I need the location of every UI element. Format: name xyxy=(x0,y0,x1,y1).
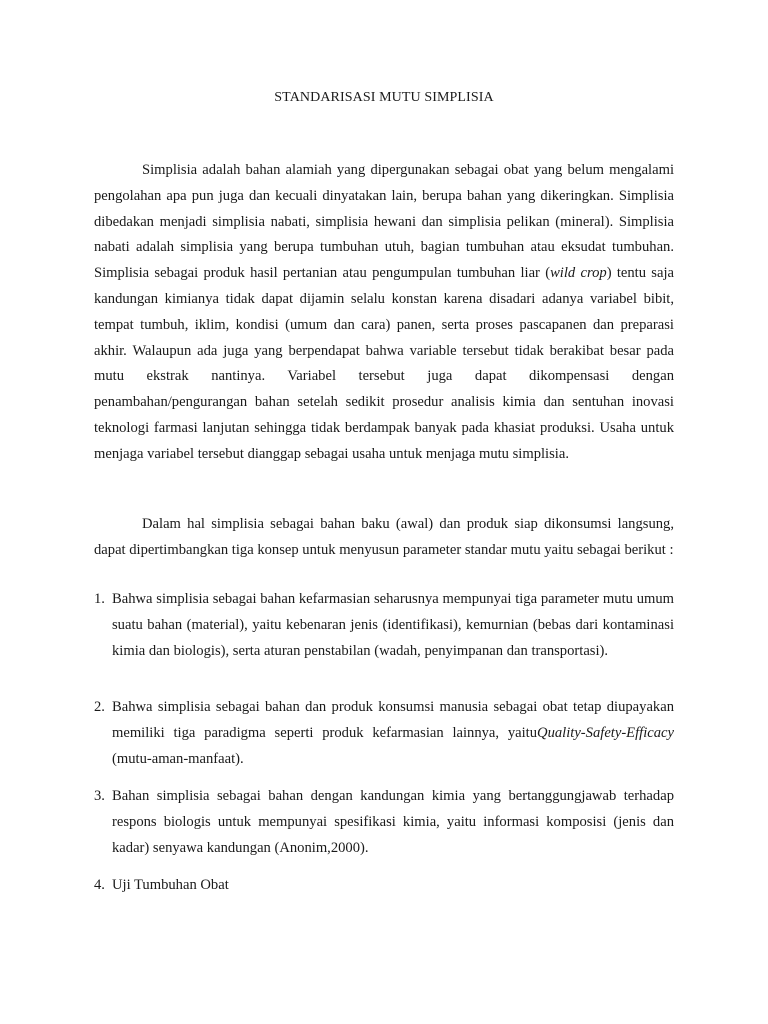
list-item-number: 3. xyxy=(94,788,105,804)
numbered-list xyxy=(94,587,674,664)
paragraph-concepts: Dalam hal simplisia sebagai bahan baku (awal) dan produk siap dikonsumsi langsung, dapat dipertimbangkan tiga konsep untuk menyusun parameter standar mutu yaitu sebagai berikut : xyxy=(94,516,674,558)
paragraph-text: ) tentu saja kandungan kimianya tidak dapat dijamin selalu konstan karena disadari adanya variabel bibit, tempat tumbuh, iklim, kondisi (umum dan cara) panen, serta proses pascapanen dan preparasi akhir. Walaupun ada juga yang berpendapat bahwa variable tersebut tidak berakibat besar pada mutu ekstrak nantinya. Variabel tersebut juga dapat dikompensasi dengan penambahan/pengurangan bahan setelah sedikit prosedur analisis kimia dan sentuhan inovasi teknologi farmasi lanjutan sehingga tidak berdampak banyak pada khasiat produksi. Usaha untuk menjaga variabel tersebut dianggap sebagai usaha untuk menjaga mutu simplisia. xyxy=(94,265,674,462)
list-item-text-part: Bahwa simplisia sebagai bahan dan produk konsumsi manusia sebagai obat tetap diupayakan memiliki tiga paradigma seperti produk kefarmasian lainnya, yaitu xyxy=(112,699,674,741)
list-item-text: Bahwa simplisia sebagai bahan kefarmasian seharusnya mempunyai tiga parameter mutu umum suatu bahan (material), yaitu kebenaran jenis (identifikasi), kemurnian (bebas dari kontaminasi kimia dan biologis), serta aturan penstabilan (wadah, penyimpanan dan transportasi). xyxy=(112,591,674,659)
list-item-number: 4. xyxy=(94,877,105,893)
list-item-text: Uji Tumbuhan Obat xyxy=(112,877,229,893)
list-item-number: 1. xyxy=(94,591,105,607)
numbered-list xyxy=(94,695,674,772)
italic-term: Quality-Safety-Efficacy xyxy=(537,724,674,741)
list-item xyxy=(94,587,674,664)
numbered-list xyxy=(94,784,674,861)
italic-term: wild crop xyxy=(550,265,607,282)
list-item-text xyxy=(112,699,674,767)
list-item-text-part: (mutu-aman-manfaat). xyxy=(112,750,244,767)
list-item xyxy=(94,784,674,861)
document-title: STANDARISASI MUTU SIMPLISIA xyxy=(274,90,494,105)
list-item xyxy=(94,873,674,899)
paragraph-text: Simplisia adalah bahan alamiah yang dipergunakan sebagai obat yang belum mengalami pengolahan apa pun juga dan kecuali dinyatakan lain, berupa bahan yang dikeringkan. Simplisia dibedakan menjadi simplisia nabati, simplisia hewani dan simplisia pelikan (mineral). Simplisia nabati adalah simplisia yang berupa tumbuhan utuh, bagian tumbuhan atau eksudat tumbuhan. Simplisia sebagai produk hasil pertanian atau pengumpulan tumbuhan liar ( xyxy=(94,162,674,282)
numbered-list xyxy=(94,873,674,899)
list-item-number: 2. xyxy=(94,699,105,715)
paragraph-definition xyxy=(94,158,674,468)
list-item-text: Bahan simplisia sebagai bahan dengan kandungan kimia yang bertanggungjawab terhadap respons biologis untuk mempunyai spesifikasi kimia, yaitu informasi komposisi (jenis dan kadar) senyawa kandungan (Anonim,2000). xyxy=(112,788,674,856)
list-item xyxy=(94,695,674,772)
